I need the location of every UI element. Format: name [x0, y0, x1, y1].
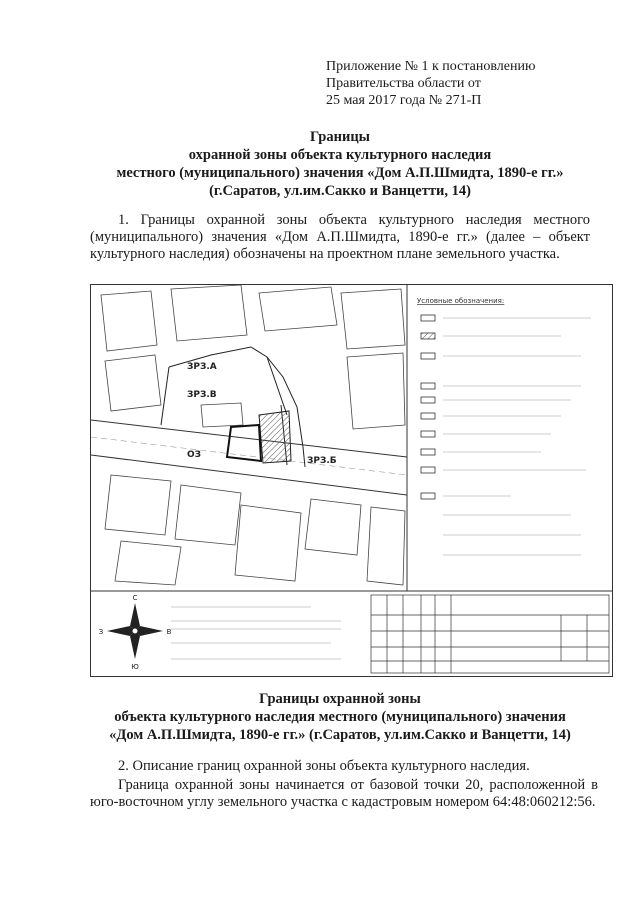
street-band — [91, 420, 407, 495]
heritage-object-parcel — [259, 411, 291, 463]
appendix-line-3: 25 мая 2017 года № 271-П — [326, 93, 482, 108]
appendix-line-1: Приложение № 1 к постановлению — [326, 59, 536, 74]
caption-line-2: объекта культурного наследия местного (муниципального) значения — [114, 709, 566, 725]
bottom-legend — [171, 607, 341, 659]
zone-label-zrz-b: ЗРЗ.Б — [307, 456, 337, 466]
section-2 — [90, 758, 598, 811]
compass-south: Ю — [131, 663, 139, 671]
zone-label-oz: ОЗ — [187, 450, 202, 460]
title-line-1: Границы — [309, 129, 370, 145]
compass-west: З — [98, 628, 104, 636]
caption-line-3: «Дом А.П.Шмидта, 1890-е гг.» (г.Саратов, ул.им.Сакко и Ванцетти, 14) — [109, 727, 571, 743]
paragraph-1: 1. Границы охранной зоны объекта культурного наследия местного (муниципального) значения «Дом А.П.Шмидта, 1890-е гг.» (далее – объект культурного наследия) обозначены на проектном плане земельного участка. — [90, 212, 590, 262]
title-line-2: охранной зоны объекта культурного наследия — [188, 147, 492, 163]
appendix-line-2: Правительства области от — [326, 76, 481, 91]
compass-east: В — [166, 628, 172, 636]
section-2-body: Граница охранной зоны начинается от базовой точки 20, расположенной в юго-восточном углу земельного участка с кадастровым номером 64:48:060212:56. — [90, 777, 598, 810]
title-line-4: (г.Саратов, ул.им.Сакко и Ванцетти, 14) — [209, 183, 471, 199]
title-block — [371, 595, 609, 673]
zone-label-zrz-a: ЗРЗ.А — [187, 362, 217, 372]
plan-drawing — [91, 285, 612, 676]
compass-north: С — [132, 594, 138, 602]
document-title — [60, 128, 620, 200]
project-plan-figure — [90, 284, 613, 677]
section-2-heading: 2. Описание границ охранной зоны объекта культурного наследия. — [118, 758, 530, 774]
map-legend — [417, 297, 591, 555]
building-outlines — [101, 285, 405, 585]
zone-label-zrz-v: ЗРЗ.В — [187, 390, 217, 400]
appendix-header — [326, 58, 535, 109]
compass-rose — [99, 594, 172, 671]
figure-caption — [60, 690, 620, 744]
title-line-3: местного (муниципального) значения «Дом А.П.Шмидта, 1890-е гг.» — [116, 165, 564, 181]
caption-line-1: Границы охранной зоны — [259, 691, 421, 707]
legend-title: Условные обозначения: — [417, 297, 505, 305]
